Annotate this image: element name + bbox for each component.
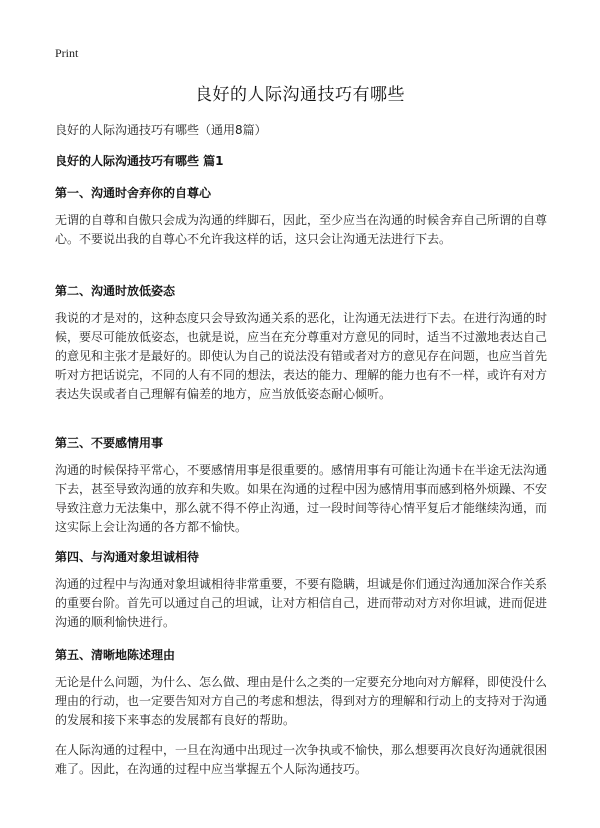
- heading-1: 第一、沟通时舍弃你的自尊心: [55, 186, 212, 200]
- paragraph-6: 在人际沟通的过程中，一旦在沟通中出现过一次争执或不愉快，那么想要再次良好沟通就很困难了。因此，在沟通的过程中应当掌握五个人际沟通技巧。: [55, 743, 548, 776]
- paragraph-5: 无论是什么问题，为什么、怎么做、理由是什么之类的一定要充分地向对方解释，即使没什么理由的行动，也一定要告知对方自己的考虑和想法，得到对方的理解和行动上的支持对于沟通的发展和接下来事态的发展都有良好的帮助。: [55, 675, 548, 727]
- print-link[interactable]: Print: [55, 46, 79, 60]
- heading-4: 第四、与沟通对象坦诚相待: [55, 550, 200, 564]
- page-subtitle: 良好的人际沟通技巧有哪些（通用8篇）: [55, 123, 267, 137]
- heading-3: 第三、不要感情用事: [55, 436, 164, 450]
- page-title: 良好的人际沟通技巧有哪些: [195, 85, 405, 105]
- heading-2: 第二、沟通时放低姿态: [55, 284, 176, 298]
- paragraph-1: 无谓的自尊和自傲只会成为沟通的绊脚石，因此，至少应当在沟通的时候舍弃自己所谓的自尊心。不要说出我的自尊心不允许我这样的话，这只会让沟通无法进行下去。: [55, 213, 548, 246]
- paragraph-3: 沟通的时候保持平常心，不要感情用事是很重要的。感情用事有可能让沟通卡在半途无法沟通下去，甚至导致沟通的放弃和失败。如果在沟通的过程中因为感情用事而感到格外烦躁、不安导致注意力无法集中，那么就不得不停止沟通，过一段时间等待心情平复后才能继续沟通，而这实际上会让沟通的各方都不愉快。: [55, 463, 548, 534]
- paragraph-2: 我说的才是对的，这种态度只会导致沟通关系的恶化，让沟通无法进行下去。在进行沟通的时候，要尽可能放低姿态，也就是说，应当在充分尊重对方意见的同时，适当不过激地表达自己的意见和主张才是最好的。即使认为自己的说法没有错或者对方的意见存在问题，也应当首先听对方把话说完，不同的人有不同的想法，表达的能力、理解的能力也有不一样，或许有对方表达失误或者自己理解有偏差的地方，应当放低姿态耐心倾听。: [55, 311, 548, 401]
- section-title: 良好的人际沟通技巧有哪些 篇1: [55, 154, 224, 168]
- heading-5: 第五、清晰地陈述理由: [55, 648, 176, 662]
- paragraph-4: 沟通的过程中与沟通对象坦诚相待非常重要，不要有隐瞒，坦诚是你们通过沟通加深合作关系的重要台阶。首先可以通过自己的坦诚，让对方相信自己，进而带动对方对你坦诚，进而促进沟通的顺利愉快进行。: [55, 577, 548, 629]
